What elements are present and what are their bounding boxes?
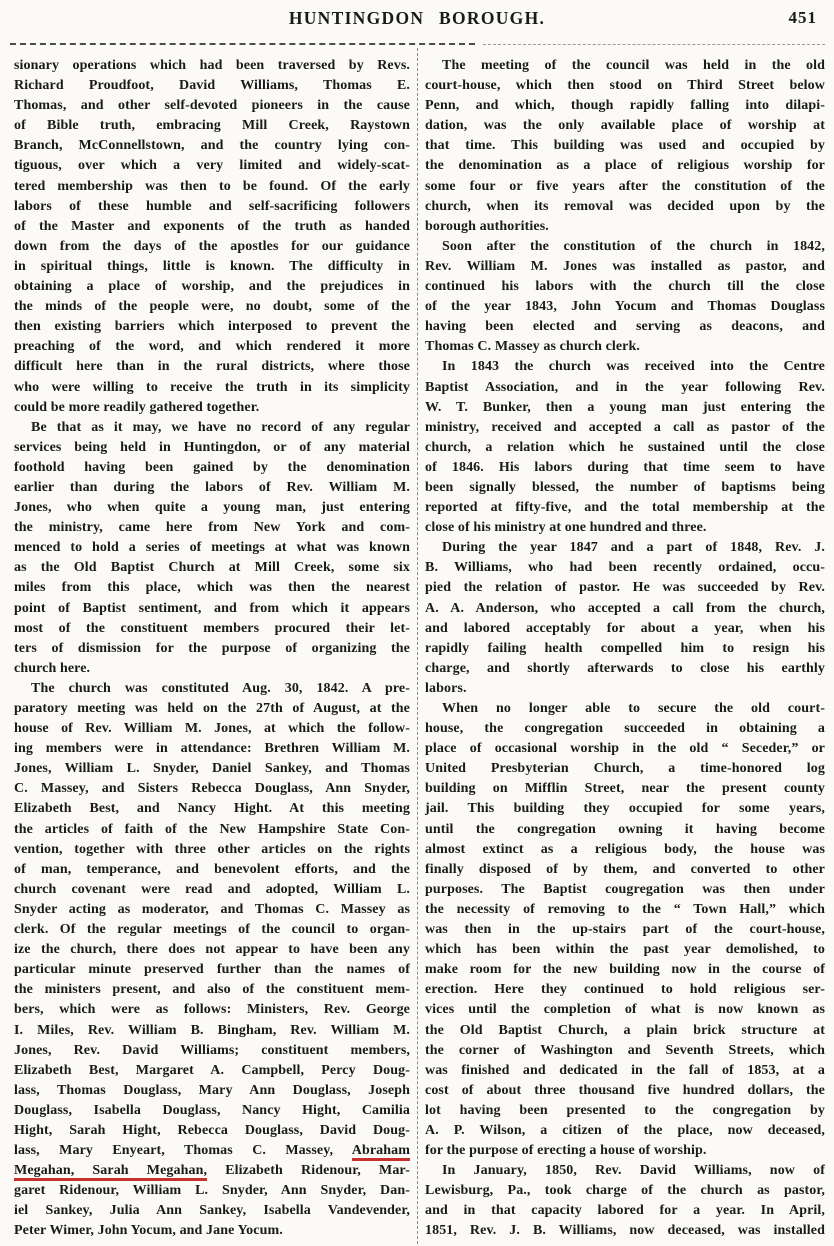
text-line: until the congregation owning it having become bbox=[425, 821, 825, 837]
text-line: house, the congregation succeeded in obtaining a bbox=[425, 721, 825, 737]
text-line: borough authorities. bbox=[425, 218, 549, 234]
text-line: The church was constituted Aug. 30, 1842. A pre- bbox=[31, 680, 410, 696]
text-line: foothold having been gained by the denomination bbox=[14, 459, 410, 475]
text-line: was finished and dedicated in the fall of 1853, at a bbox=[425, 1062, 825, 1078]
text-line: Peter Wimer, John Yocum, and Jane Yocum. bbox=[14, 1223, 283, 1239]
text-line: for the purpose of erecting a house of worship. bbox=[425, 1143, 707, 1159]
text-line: preaching of the word, and which rendered it more bbox=[14, 339, 410, 355]
page-title: HUNTINGDON BOROUGH. bbox=[288, 8, 546, 28]
text-line: Douglass, Isabella Douglass, Nancy Hight, Camilia bbox=[14, 1102, 410, 1118]
text-line: cost of about three thousand five hundred dollars, the bbox=[425, 1082, 825, 1098]
text-line: Thomas C. Massey as church clerk. bbox=[425, 339, 640, 355]
text-line: lot having been presented to the congregation by bbox=[425, 1102, 825, 1118]
paragraph bbox=[425, 357, 825, 538]
text-line: house of Rev. William M. Jones, at which the follow- bbox=[14, 721, 410, 737]
red-underline-annotation: Abraham bbox=[352, 1143, 410, 1161]
text-line: menced to hold a series of meetings at what was known bbox=[14, 540, 410, 556]
text-line: church here. bbox=[14, 660, 91, 676]
text-line: the Old Baptist Church, a plain brick structure at bbox=[425, 1022, 825, 1038]
text-line: paratory meeting was held on the 27th of August, at the bbox=[14, 701, 410, 716]
text-line: 1851, Rev. J. B. Williams, now deceased, was installed bbox=[425, 1223, 825, 1239]
text-line: In January, 1850, Rev. David Williams, now of bbox=[442, 1163, 825, 1179]
text-line: Jones, William L. Snyder, Daniel Sankey, and Thomas bbox=[14, 761, 410, 777]
text-line: having been elected and serving as deacons, and bbox=[425, 319, 825, 335]
text-line: iel Sankey, Julia Ann Sankey, Isabella Vandevender, bbox=[14, 1203, 410, 1219]
text-line: Rev. William M. Jones was installed as pastor, and bbox=[425, 258, 825, 274]
text-line: Snyder acting as moderator, and Thomas C. Massey as bbox=[14, 901, 410, 917]
text-line: vices until the completion of what is now known as bbox=[425, 1002, 825, 1018]
text-line: of the year 1843, John Yocum and Thomas Douglass bbox=[425, 299, 825, 315]
text-line: labors of these humble and self-sacrificing followers bbox=[14, 198, 410, 214]
text-line: pied the relation of pastor. He was succeeded by Rev. bbox=[425, 580, 825, 596]
text-line: the denomination as a place of religious worship for bbox=[425, 158, 825, 174]
text-line: of Bible truth, embracing Mill Creek, Raystown bbox=[14, 118, 410, 134]
text-line: down from the days of the apostles for our guidance bbox=[14, 238, 410, 254]
text-line: the articles of faith of the New Hampshire State Con- bbox=[14, 821, 410, 837]
text-line: the corner of Washington and Seventh Streets, which bbox=[425, 1042, 825, 1058]
text-line: lass, Thomas Douglass, Mary Ann Douglass, Joseph bbox=[14, 1082, 410, 1098]
text-line: jail. This building they occupied for some years, bbox=[425, 801, 825, 817]
text-line: then existing barriers which interposed to prevent the bbox=[14, 319, 410, 335]
text-line: Hight, Sarah Hight, Rebecca Douglass, David Doug- bbox=[14, 1122, 410, 1138]
text-line: A. P. Wilson, a citizen of the place, now deceased, bbox=[425, 1122, 825, 1138]
text-line: erection. Here they continued to hold religious ser- bbox=[425, 982, 825, 998]
text-line: of the Master and exponents of the truth as handed bbox=[14, 218, 410, 234]
text-line: close of his ministry at one hundred and three. bbox=[425, 520, 707, 536]
text-line: almost extinct as a religious body, the house was bbox=[425, 841, 825, 857]
text-line: ing members were in attendance: Brethren William M. bbox=[14, 741, 410, 757]
text-line: obtaining a place of worship, and the prejudices in bbox=[14, 279, 410, 295]
text-line: tered membership was then to be found. Of the early bbox=[14, 178, 410, 194]
text-line: of 1846. His labors during that time seem to have bbox=[425, 459, 825, 475]
text-line: United Presbyterian Church, a time-honored log bbox=[425, 761, 825, 777]
text-line: rapidly failing health compelled him to resign his bbox=[425, 640, 825, 656]
text-line: sionary operations which had been traversed by Revs. bbox=[14, 58, 410, 73]
text-line: When no longer able to secure the old court- bbox=[442, 701, 825, 716]
text-line: ministry, received and accepted a call as pastor of the bbox=[425, 419, 825, 435]
text-line: finally disposed of by them, and converted to other bbox=[425, 861, 825, 877]
text-line: the ministers present, and also of the constituent mem- bbox=[14, 982, 410, 998]
text-line: Soon after the constitution of the church in 1842, bbox=[442, 238, 825, 254]
text-line: which has been within the past year demolished, to bbox=[425, 942, 825, 958]
right-column bbox=[425, 56, 825, 1242]
text-line: could be more readily gathered together. bbox=[14, 399, 260, 415]
text-line: Megahan, Sarah Megahan, Elizabeth Ridenour, Mar- bbox=[14, 1161, 410, 1181]
text-columns bbox=[14, 56, 825, 1242]
text-line: Elizabeth Best, and Nancy Hight. At this meeting bbox=[14, 801, 410, 817]
text-line: the minds of the people were, no doubt, some of the bbox=[14, 299, 410, 315]
text-line: of man, temperance, and benevolent efforts, and the bbox=[14, 861, 410, 877]
text-line: During the year 1847 and a part of 1848, Rev. J. bbox=[442, 540, 825, 556]
text-line: the necessity of removing to the “ Town Hall,” which bbox=[425, 901, 825, 917]
text-line: continued his labors with the church till the close bbox=[425, 279, 825, 295]
text-line: most of the constituent members procured their let- bbox=[14, 620, 410, 636]
paragraph bbox=[14, 418, 410, 679]
paragraph bbox=[425, 56, 825, 237]
text-line: ters of dismission for the purpose of organizing the bbox=[14, 640, 410, 656]
text-line: was then in the up-stairs part of the court-house, bbox=[425, 922, 825, 938]
text-line: vention, together with three other articles on the rights bbox=[14, 841, 410, 857]
text-line: point of Baptist sentiment, and from which it appears bbox=[14, 600, 410, 616]
text-line: difficult here than in the rural districts, where those bbox=[14, 359, 410, 375]
text-line: Jones, Rev. David Williams; constituent members, bbox=[14, 1042, 410, 1058]
header-rule bbox=[10, 43, 825, 47]
text-line: court-house, which then stood on Third Street below bbox=[425, 78, 825, 94]
text-line: labors. bbox=[425, 680, 467, 696]
text-line: A. A. Anderson, who accepted a call from the church, bbox=[425, 600, 825, 616]
paragraph bbox=[14, 679, 410, 1242]
column-divider bbox=[410, 56, 425, 1242]
text-line: ize the church, there does not appear to have been any bbox=[14, 942, 410, 958]
text-line: Jones, who when quite a young man, just entering bbox=[14, 500, 410, 516]
paragraph bbox=[425, 538, 825, 699]
text-line: Thomas, and other self-devoted pioneers in the cause bbox=[14, 98, 410, 114]
text-line: dation, was the only available place of worship at bbox=[425, 118, 825, 134]
text-line: clerk. Of the regular meetings of the council to organ- bbox=[14, 922, 410, 938]
paragraph bbox=[425, 237, 825, 358]
paragraph bbox=[425, 699, 825, 1161]
text-line: some four or five years after the constitution of the bbox=[425, 178, 825, 194]
text-line: In 1843 the church was received into the Centre bbox=[442, 359, 825, 375]
text-line: lass, Mary Enyeart, Thomas C. Massey, Abraham bbox=[14, 1141, 410, 1161]
text-line: been signally blessed, the number of baptisms being bbox=[425, 479, 825, 495]
left-column bbox=[14, 56, 410, 1242]
paragraph bbox=[14, 56, 410, 418]
text-line: as the Old Baptist Church at Mill Creek, some six bbox=[14, 560, 410, 576]
text-line: the ministry, came here from New York and com- bbox=[14, 520, 410, 536]
text-line: that time. This building was used and occupied by bbox=[425, 138, 825, 154]
text-line: Be that as it may, we have no record of any regular bbox=[31, 419, 410, 435]
text-line: Richard Proudfoot, David Williams, Thomas E. bbox=[14, 78, 410, 94]
text-line: miles from this place, which was then the nearest bbox=[14, 580, 410, 596]
text-line: garet Ridenour, William L. Snyder, Ann Snyder, Dan- bbox=[14, 1183, 410, 1199]
text-line: who were willing to receive the truth in its simplicity bbox=[14, 379, 410, 395]
text-line: Penn, and which, though rapidly falling into dilapi- bbox=[425, 98, 825, 114]
paragraph bbox=[425, 1161, 825, 1241]
text-line: church covenant were read and adopted, William L. bbox=[14, 881, 410, 897]
text-line: building on Mifflin Street, near the present county bbox=[425, 781, 825, 797]
text-line: The meeting of the council was held in the old bbox=[442, 58, 825, 73]
text-line: Branch, McConnellstown, and the country lying con- bbox=[14, 138, 410, 154]
text-line: B. Williams, who had been recently ordained, occu- bbox=[425, 560, 825, 576]
text-line: bers, which were as follows: Ministers, Rev. George bbox=[14, 1002, 410, 1018]
text-line: church, a relation which he sustained until the close bbox=[425, 439, 825, 455]
text-line: in spiritual things, little is known. The difficulty in bbox=[14, 258, 410, 274]
text-line: reported at fifty-five, and the total membership at the bbox=[425, 500, 825, 516]
text-line: Lewisburg, Pa., took charge of the church as pastor, bbox=[425, 1183, 825, 1199]
text-line: earlier than during the labors of Rev. William M. bbox=[14, 479, 410, 495]
page-number: 451 bbox=[788, 8, 817, 27]
text-line: purposes. The Baptist cougregation was then under bbox=[425, 881, 825, 897]
text-line: particular minute preserved further than the names of bbox=[14, 962, 410, 978]
red-underline-annotation: Megahan, Sarah Megahan, bbox=[14, 1163, 207, 1181]
text-line: charge, and shortly afterwards to close his earthly bbox=[425, 660, 825, 676]
header-rule-right-segment bbox=[483, 44, 825, 45]
header-rule-left-segment bbox=[10, 43, 475, 45]
text-line: services being held in Huntingdon, or of any material bbox=[14, 439, 410, 455]
text-line: and in that capacity labored for a year. In April, bbox=[425, 1203, 825, 1219]
text-line: W. T. Bunker, then a young man just entering the bbox=[425, 399, 825, 415]
text-line: church, when its removal was decided upon by the bbox=[425, 198, 825, 214]
text-line: C. Massey, and Sisters Rebecca Douglass, Ann Snyder, bbox=[14, 781, 410, 797]
text-line: I. Miles, Rev. William B. Bingham, Rev. William M. bbox=[14, 1022, 410, 1038]
text-line: place of occasional worship in the old “ Seceder,” or bbox=[425, 741, 825, 757]
text-line: and labored acceptably for about a year, when his bbox=[425, 620, 825, 636]
text-line: tiguous, over which a very limited and widely-scat- bbox=[14, 158, 410, 174]
text-line: Baptist Association, and in the year following Rev. bbox=[425, 379, 825, 395]
page-header bbox=[0, 0, 834, 34]
text-line: make room for the new building now in the course of bbox=[425, 962, 825, 978]
text-line: Elizabeth Best, Margaret A. Campbell, Percy Doug- bbox=[14, 1062, 410, 1078]
